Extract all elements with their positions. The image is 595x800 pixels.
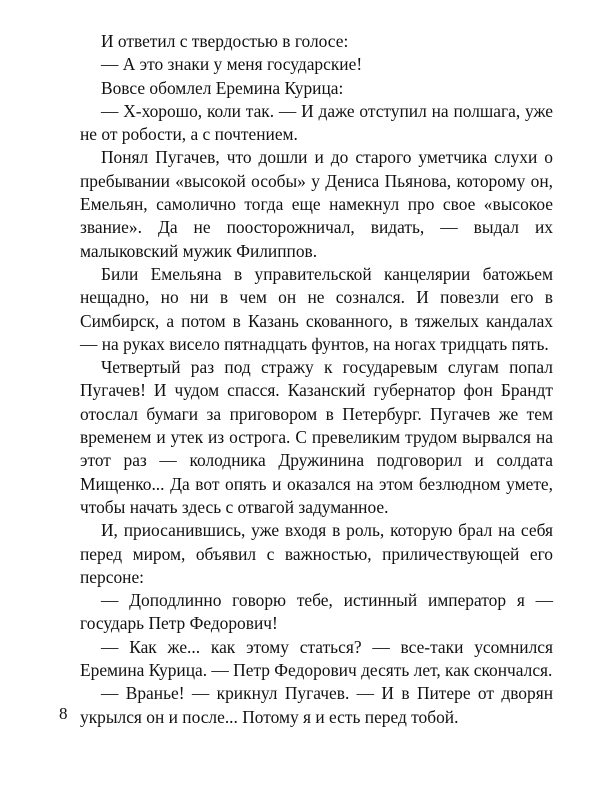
paragraph: — Доподлинно говорю тебе, истинный император я — государь Петр Федорович! — [80, 590, 553, 634]
paragraph: — А это знаки у меня государские! — [101, 54, 363, 75]
paragraph: — Как же... как этому статься? — все-таки усомнился Еремина Курица. — Петр Федорович десять лет, как скончался. — [80, 636, 553, 681]
paragraph: Четвертый раз под стражу к государевым слугам попал Пугачев! И чудом спасся. Казанский губернатор фон Брандт отослал бумаги за приговором в Петербург. Пугачев же тем временем и утек из острога. С превеликим трудом вырвался на этот раз — колодника Дружинина подговорил и солдата Мищенко... Да вот опять и оказался на этом безлюдном умете, чтобы начать здесь с отвагой задуманное. — [80, 357, 553, 517]
paragraph: И ответил с твердостью в голосе: — [101, 31, 349, 51]
paragraph: И, приосанившись, уже входя в роль, которую брал на себя перед миром, объявил с важностью, приличествующей его персоне: — [80, 520, 553, 587]
paragraph: Вовсе обомлел Еремина Курица: — [101, 77, 344, 98]
paragraph: Били Емельяна в управительской канцелярии батожьем нещадно, но ни в чем он не сознался. И повезли его в Симбирск, а потом в Казань скованного, в тяжелых кандалах — на руках висело пятнадцать фунтов, на ногах тридцать пять. — [80, 263, 553, 354]
paragraph: Понял Пугачев, что дошли и до старого уметчика слухи о пребывании «высокой особы» у Дениса Пьянова, которому он, Емельян, самолично тогда еще намекнул про свое «высокое звание». Да не поосторожничал, видать, — выдал их малыковский мужик Филиппов. — [80, 147, 553, 261]
paragraph: — Х-хорошо, коли так. — И даже отступил на полшага, уже не от робости, а с почтением. — [80, 100, 553, 145]
paragraph: — Вранье! — крикнул Пугачев. — И в Питере от дворян укрылся он и после... Потому я и есть перед тобой. — [80, 683, 553, 727]
page-number: 8 — [59, 704, 68, 723]
body-text — [80, 30, 553, 729]
